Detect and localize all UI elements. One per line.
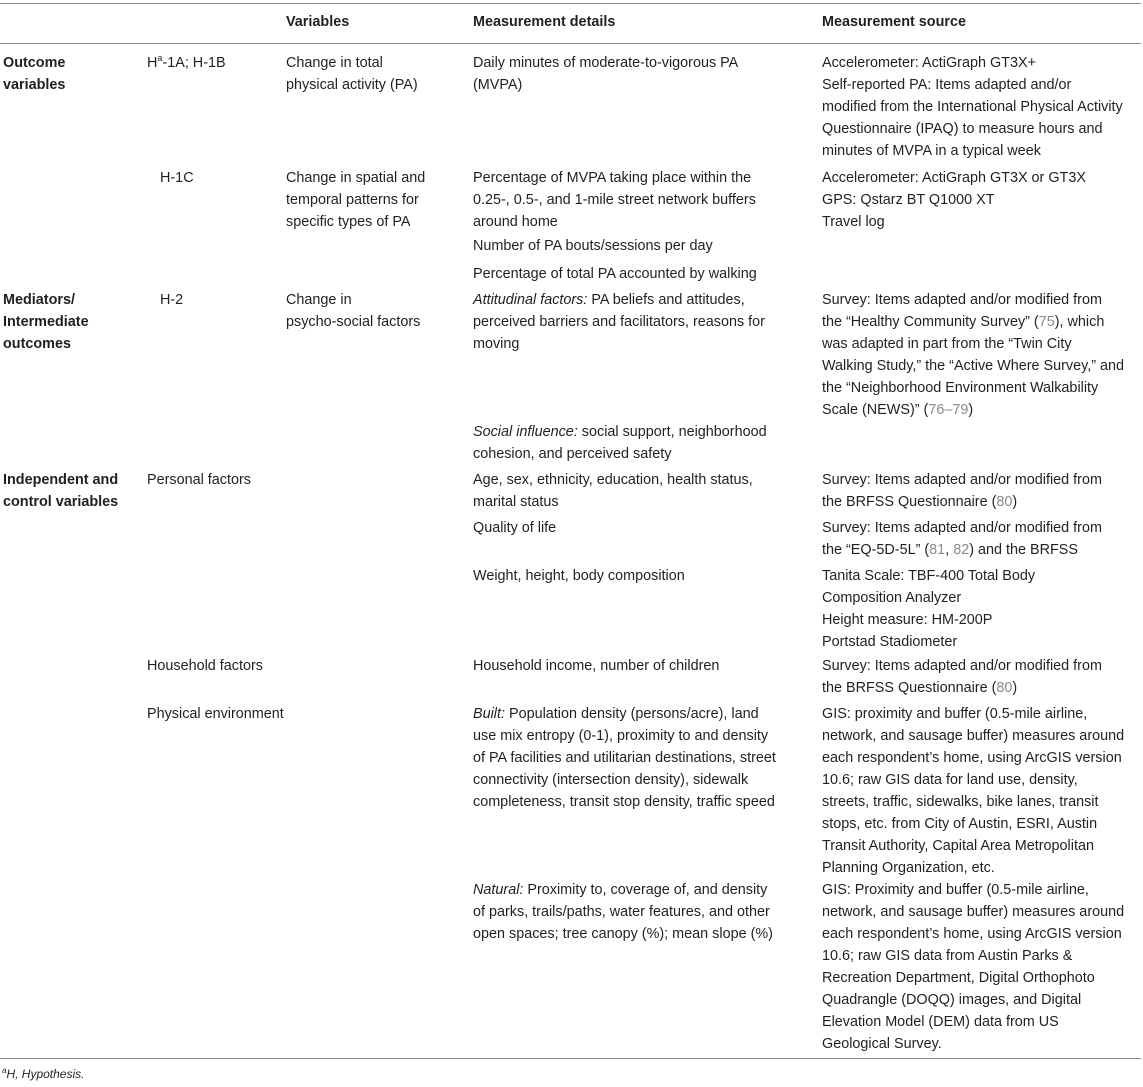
row6-source-a-line5: streets, traffic, sidewalks, bike lanes, transit xyxy=(822,794,1099,810)
row6-details-b-line3: open spaces; tree canopy (%); mean slope (%) xyxy=(473,926,773,942)
header-measurement-details: Measurement details xyxy=(473,14,616,30)
row3-source-line6 xyxy=(822,399,973,421)
header-variables: Variables xyxy=(286,14,350,30)
row6-source-b-line5: Recreation Department, Digital Orthophoto xyxy=(822,970,1095,986)
header-measurement-source: Measurement source xyxy=(822,14,966,30)
row3-source-ref-75[interactable]: 75 xyxy=(1038,314,1055,330)
row4-source-c-line3: Height measure: HM-200P xyxy=(822,612,993,628)
row2-source-line2: GPS: Qstarz BT Q1000 XT xyxy=(822,192,995,208)
row6-source-a-line2: network, and sausage buffer) measures around xyxy=(822,728,1125,744)
row1-variable-line1: Change in total xyxy=(286,55,383,71)
row5-source-line1: Survey: Items adapted and/or modified from xyxy=(822,658,1102,674)
category-independent-line2: control variables xyxy=(3,494,119,510)
row3-source-line4: Walking Study,” the “Active Where Survey,” and xyxy=(822,358,1125,374)
row4-source-a-ref-80[interactable]: 80 xyxy=(996,494,1013,510)
row6-details-a-label: Built: xyxy=(473,706,505,722)
row6-source-a-line7: Transit Authority, Capital Area Metropolitan xyxy=(822,838,1094,854)
row4-details-c: Weight, height, body composition xyxy=(473,568,685,584)
row2-details-a-line2: 0.25-, 0.5-, and 1-mile street network buffers xyxy=(473,192,756,208)
row6-source-b-line8: Geological Survey. xyxy=(822,1036,942,1052)
row3-source-line3: was adapted in part from the “Twin City xyxy=(822,336,1072,352)
row1-variable-line2: physical activity (PA) xyxy=(286,77,418,93)
row4-details-a-line1: Age, sex, ethnicity, education, health status, xyxy=(473,472,753,488)
row5-source-ref-80[interactable]: 80 xyxy=(996,680,1013,696)
row1-details-line1: Daily minutes of moderate-to-vigorous PA xyxy=(473,55,739,71)
row6-details-a-line5: completeness, transit stop density, traffic speed xyxy=(473,794,775,810)
table-footnote xyxy=(2,1066,84,1082)
row6-details-a-line3: of PA facilities and utilitarian destinations, street xyxy=(473,750,776,766)
row3-hypothesis: H-2 xyxy=(160,292,184,308)
row3-details-b-label: Social influence: xyxy=(473,424,578,440)
row2-hypothesis: H-1C xyxy=(160,170,194,186)
footnote-marker: a xyxy=(2,1066,7,1075)
row6-source-b-line3: each respondent’s home, using ArcGIS version xyxy=(822,926,1122,942)
row3-details-b-text: social support, neighborhood xyxy=(577,424,767,440)
row4-source-a-line2 xyxy=(822,491,1017,513)
row3-details-b-line1 xyxy=(473,421,767,443)
row6-source-b-line6: Quadrangle (DOQQ) images, and Digital xyxy=(822,992,1082,1008)
row4-source-c-line2: Composition Analyzer xyxy=(822,590,962,606)
row6-source-b-line7: Elevation Model (DEM) data from US xyxy=(822,1014,1059,1030)
row2-details-a-line1: Percentage of MVPA taking place within the xyxy=(473,170,752,186)
row6-details-a-line4: connectivity (intersection density), sidewalk xyxy=(473,772,749,788)
row3-source-line2 xyxy=(822,311,1104,333)
row4-source-c-line1: Tanita Scale: TBF-400 Total Body xyxy=(822,568,1036,584)
row5-source-line2 xyxy=(822,677,1017,699)
row3-source-text: ) xyxy=(968,402,974,418)
category-mediators-line2: Intermediate xyxy=(3,314,89,330)
row1-source-line4: Questionnaire (IPAQ) to measure hours and xyxy=(822,121,1103,137)
row6-source-b-line1: GIS: Proximity and buffer (0.5-mile airline, xyxy=(822,882,1089,898)
row3-variable-line2: psycho-social factors xyxy=(286,314,421,330)
category-outcome-line2: variables xyxy=(3,77,66,93)
row6-details-b-line2: of parks, trails/paths, water features, and other xyxy=(473,904,770,920)
row3-source-text: Scale (NEWS)” ( xyxy=(822,402,929,418)
row6-source-a-line3: each respondent’s home, using ArcGIS version xyxy=(822,750,1122,766)
category-mediators-line1: Mediators/ xyxy=(3,292,75,308)
row6-source-a-line6: stops, etc. from City of Austin, ESRI, Austin xyxy=(822,816,1098,832)
row5-details: Household income, number of children xyxy=(473,658,720,674)
row5-variable-group: Household factors xyxy=(147,658,263,674)
row3-source-ref-76-79[interactable]: 76–79 xyxy=(928,402,969,418)
row1-hypothesis-sup: a xyxy=(157,53,163,63)
row2-details-c: Percentage of total PA accounted by walking xyxy=(473,266,757,282)
row4-source-b-ref-81[interactable]: 81 xyxy=(929,542,946,558)
row3-source-text: the “Healthy Community Survey” ( xyxy=(822,314,1039,330)
row4-source-b-ref-82[interactable]: 82 xyxy=(953,542,970,558)
table-bottom-rule xyxy=(0,1058,1141,1059)
row4-source-a-text: the BRFSS Questionnaire ( xyxy=(822,494,997,510)
row4-details-b: Quality of life xyxy=(473,520,557,536)
row4-source-a-line1: Survey: Items adapted and/or modified from xyxy=(822,472,1102,488)
row1-source-line5: minutes of MVPA in a typical week xyxy=(822,143,1041,159)
row6-details-b-line1 xyxy=(473,879,767,901)
row1-source-line1: Accelerometer: ActiGraph GT3X+ xyxy=(822,55,1036,71)
row6-details-a-line2: use mix entropy (0-1), proximity to and density xyxy=(473,728,769,744)
row4-source-b-text: , xyxy=(945,542,954,558)
category-mediators-line3: outcomes xyxy=(3,336,71,352)
row6-details-a-text: Population density (persons/acre), land xyxy=(505,706,759,722)
row2-variable-line2: temporal patterns for xyxy=(286,192,419,208)
row2-details-a-line3: around home xyxy=(473,214,558,230)
row6-source-a-line1: GIS: proximity and buffer (0.5-mile airline, xyxy=(822,706,1088,722)
row2-details-b: Number of PA bouts/sessions per day xyxy=(473,238,713,254)
row3-source-line5: the “Neighborhood Environment Walkability xyxy=(822,380,1099,396)
row3-source-text: ), which xyxy=(1054,314,1105,330)
row4-source-a-text: ) xyxy=(1012,494,1018,510)
row4-source-c-line4: Portstad Stadiometer xyxy=(822,634,958,650)
row3-source-line1: Survey: Items adapted and/or modified from xyxy=(822,292,1102,308)
row1-details-line2: (MVPA) xyxy=(473,77,523,93)
row2-source-line1: Accelerometer: ActiGraph GT3X or GT3X xyxy=(822,170,1086,186)
row3-details-a-label: Attitudinal factors: xyxy=(473,292,588,308)
row2-variable-line3: specific types of PA xyxy=(286,214,411,230)
row4-source-b-line2 xyxy=(822,539,1078,561)
row6-details-b-label: Natural: xyxy=(473,882,524,898)
row4-source-b-line1: Survey: Items adapted and/or modified from xyxy=(822,520,1102,536)
row6-source-b-line2: network, and sausage buffer) measures around xyxy=(822,904,1125,920)
row6-source-a-line8: Planning Organization, etc. xyxy=(822,860,995,876)
row3-details-a-line2: perceived barriers and facilitators, reasons for xyxy=(473,314,765,330)
row1-hypothesis-rest: -1A; H-1B xyxy=(162,55,226,71)
row6-details-a-line1 xyxy=(473,703,759,725)
row4-variable-group: Personal factors xyxy=(147,472,251,488)
row3-details-b-line2: cohesion, and perceived safety xyxy=(473,446,672,462)
row5-source-text: the BRFSS Questionnaire ( xyxy=(822,680,997,696)
header-rule xyxy=(0,43,1141,44)
row2-source-line3: Travel log xyxy=(822,214,885,230)
row3-variable-line1: Change in xyxy=(286,292,352,308)
row3-details-a-text: PA beliefs and attitudes, xyxy=(587,292,745,308)
row1-hypothesis-h: H xyxy=(147,55,158,71)
row2-variable-line1: Change in spatial and xyxy=(286,170,426,186)
footnote-text: H, Hypothesis. xyxy=(6,1067,85,1081)
row3-details-a-line1 xyxy=(473,289,745,311)
row6-source-a-line4: 10.6; raw GIS data for land use, density, xyxy=(822,772,1078,788)
row6-variable-group: Physical environment xyxy=(147,706,284,722)
row1-hypothesis xyxy=(147,52,226,74)
row6-details-b-text: Proximity to, coverage of, and density xyxy=(523,882,768,898)
row4-source-b-text: the “EQ-5D-5L” ( xyxy=(822,542,930,558)
row4-source-b-text: ) and the BRFSS xyxy=(969,542,1078,558)
row1-source-line3: modified from the International Physical Activity xyxy=(822,99,1123,115)
row6-source-b-line4: 10.6; raw GIS data from Austin Parks & xyxy=(822,948,1073,964)
row5-source-text: ) xyxy=(1012,680,1018,696)
row3-details-a-line3: moving xyxy=(473,336,520,352)
row1-source-line2: Self-reported PA: Items adapted and/or xyxy=(822,77,1072,93)
category-independent-line1: Independent and xyxy=(3,472,119,488)
row4-details-a-line2: marital status xyxy=(473,494,559,510)
table-top-rule xyxy=(0,3,1141,4)
category-outcome-line1: Outcome xyxy=(3,55,66,71)
